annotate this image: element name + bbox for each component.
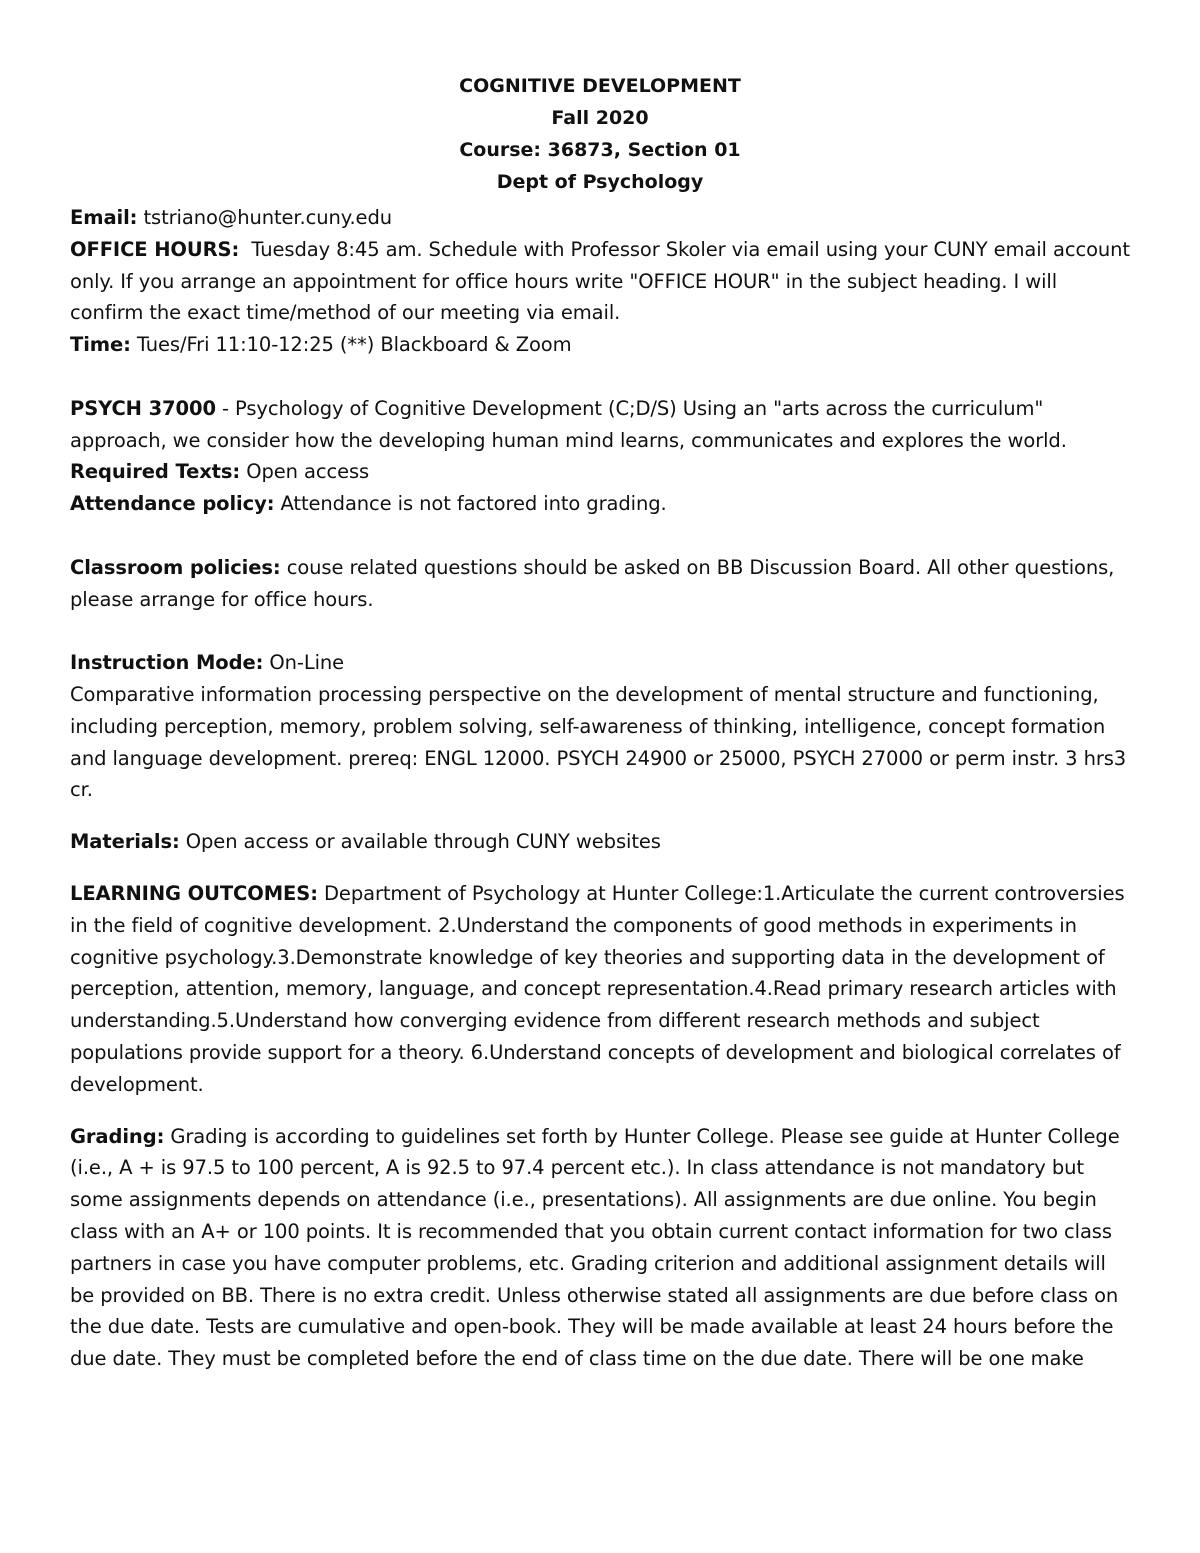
office-hours-label: OFFICE HOURS: — [70, 237, 240, 261]
document-header — [70, 70, 1130, 198]
instruction-text: On-Line — [263, 651, 345, 675]
email-label: Email: — [70, 206, 138, 229]
grading-paragraph — [70, 1121, 1130, 1375]
required-texts-line — [70, 456, 1130, 488]
spacer — [70, 1101, 1130, 1121]
instruction-description: Comparative information processing perspective on the development of mental structure and functioning, including perception, memory, problem solving, self-awareness of thinking, intelligence, concept formation and language development. prereq: ENGL 12000. PSYCH 24900 or 25000, PSYCH 27000 or perm instr. 3 hrs3 cr. — [70, 682, 1127, 802]
spacer — [70, 520, 1130, 552]
time-label: Time: — [70, 333, 131, 357]
spacer — [70, 858, 1130, 878]
attendance-line — [70, 488, 1130, 520]
required-texts-text: Open access — [240, 460, 370, 484]
course-section: Course: 36873, Section 01 — [459, 139, 741, 161]
office-hours-paragraph — [70, 234, 1137, 329]
office-hours-text: Tuesday 8:45 am. Schedule with Professor Skoler via email using your CUNY email account only. If you arrange an appointment for office hours write "OFFICE HOUR" in the subject heading. I will confirm the exact time/method of our meeting via email. — [70, 237, 1137, 325]
email-value: tstriano@hunter.cuny.edu — [137, 206, 392, 229]
course-title: COGNITIVE DEVELOPMENT — [459, 75, 741, 97]
learning-outcomes-paragraph — [70, 878, 1130, 1101]
materials-line — [70, 826, 1130, 858]
classroom-label: Classroom policies: — [70, 555, 281, 579]
syllabus-body — [70, 202, 1137, 1375]
grading-label: Grading: — [70, 1124, 165, 1148]
psych-text: - Psychology of Cognitive Development (C;D/S) Using an "arts across the curriculum" approach, we consider how the developing human mind learns, communicates and explores the world. — [70, 396, 1067, 452]
instruction-mode-line — [70, 647, 1130, 679]
course-description-paragraph — [70, 393, 1130, 457]
email-line — [70, 202, 1130, 234]
psych-label: PSYCH 37000 — [70, 396, 216, 420]
spacer — [70, 615, 1130, 647]
outcomes-text: Department of Psychology at Hunter College:1.Articulate the current controversies in the field of cognitive development. 2.Understand the components of good methods in experiments in cognitive psychology.3.Demonstrate knowledge of key theories and supporting data in the development of perception, attention, memory, language, and concept representation.4.Read primary research articles with understanding.5.Understand how converging evidence from different research methods and subject populations provide support for a theory. 6.Understand concepts of development and biological correlates of development. — [70, 881, 1125, 1096]
instruction-label: Instruction Mode: — [70, 651, 264, 675]
time-text: Tues/Fri 11:10-12:25 (**) Blackboard & Zoom — [130, 333, 572, 357]
grading-text: Grading is according to guidelines set forth by Hunter College. Please see guide at Hunter College (i.e., A + is 97.5 to 100 percent, A is 92.5 to 97.4 percent etc.). In class attendance is not mandatory but some assignments depends on attendance (i.e., presentations). All assignments are due online. You begin class with an A+ or 100 points. It is recommended that you obtain current contact information for two class partners in case you have computer problems, etc. Grading criterion and additional assignment details will be provided on BB. There is no extra credit. Unless otherwise stated all assignments are due before class on the due date. Tests are cumulative and open-book. They will be made available at least 24 hours before the due date. They must be completed before the end of class time on the due date. There will be one make — [70, 1124, 1120, 1371]
time-line — [70, 329, 1130, 361]
spacer — [70, 361, 1130, 393]
spacer — [70, 806, 1130, 826]
outcomes-label: LEARNING OUTCOMES: — [70, 881, 318, 905]
attendance-text: Attendance is not factored into grading. — [274, 492, 667, 516]
term: Fall 2020 — [551, 107, 649, 129]
department: Dept of Psychology — [496, 171, 704, 193]
classroom-policies-paragraph — [70, 552, 1130, 616]
required-texts-label: Required Texts: — [70, 460, 241, 484]
materials-label: Materials: — [70, 830, 180, 854]
attendance-label: Attendance policy: — [70, 492, 275, 516]
materials-text: Open access or available through CUNY websites — [179, 830, 661, 854]
classroom-text: couse related questions should be asked on BB Discussion Board. All other questions, please arrange for office hours. — [70, 555, 1115, 611]
